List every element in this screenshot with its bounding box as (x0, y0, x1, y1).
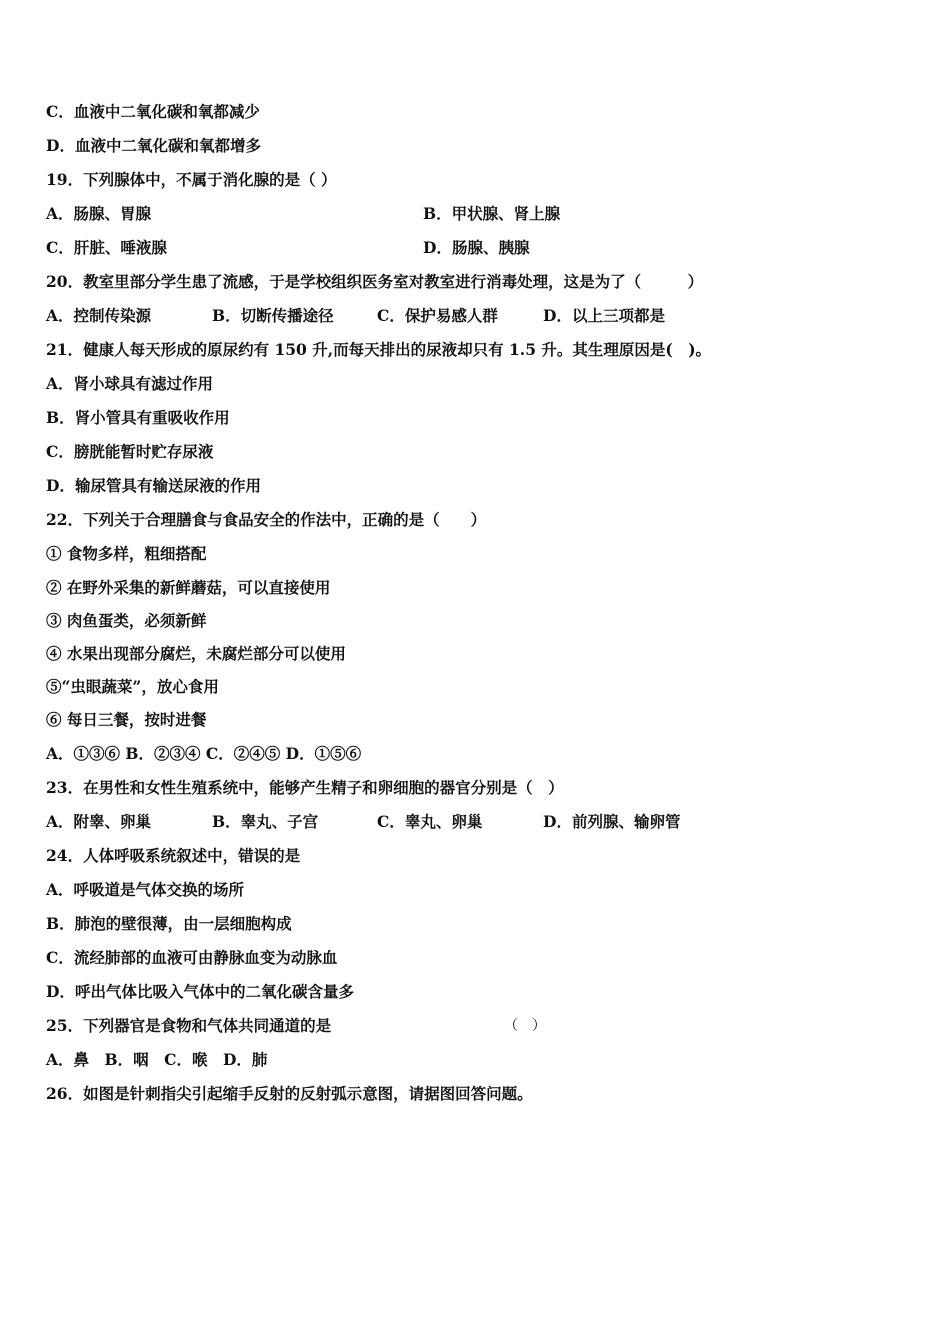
question-24: 24．人体呼吸系统叙述中，错误的是 (46, 846, 301, 865)
q21-option-c: C．膀胱能暂时贮存尿液 (46, 442, 214, 461)
q23-option-d: D．前列腺、输卵管 (543, 812, 681, 831)
q22-statement-4: ④ 水果出现部分腐烂，未腐烂部分可以使用 (46, 644, 346, 663)
q18-option-d: D．血液中二氧化碳和氧都增多 (46, 136, 261, 155)
q20-option-d: D．以上三项都是 (543, 306, 665, 325)
q18-option-c: C．血液中二氧化碳和氧都减少 (46, 102, 260, 121)
q21-option-a: A．肾小球具有滤过作用 (46, 374, 214, 393)
question-22: 22．下列关于合理膳食与食品安全的作法中，正确的是（ ） (46, 510, 487, 529)
q23-options (46, 812, 680, 832)
q22-statement-3: ③ 肉鱼蛋类，必须新鲜 (46, 611, 207, 630)
q24-option-d: D．呼出气体比吸入气体中的二氧化碳含量多 (46, 982, 354, 1001)
q22-options: A．①③⑥ B．②③④ C．②④⑤ D．①⑤⑥ (46, 744, 362, 763)
question-19: 19．下列腺体中，不属于消化腺的是（ ） (46, 170, 337, 189)
q20-option-b: B．切断传播途径 (212, 306, 334, 325)
q19-option-c: C．肝脏、唾液腺 (46, 238, 167, 257)
q24-option-a: A．呼吸道是气体交换的场所 (46, 880, 245, 899)
q20-option-c: C．保护易感人群 (377, 306, 498, 325)
answer-paren: （ ） (504, 1018, 546, 1034)
q19-options-row-2 (46, 238, 530, 258)
question-25-text: 25．下列器官是食物和气体共同通道的是 (46, 1016, 332, 1035)
q19-option-b: B．甲状腺、肾上腺 (423, 204, 561, 223)
question-25 (46, 1016, 546, 1036)
q25-options: A．鼻 B．咽 C．喉 D．肺 (46, 1050, 268, 1069)
q20-option-a: A．控制传染源 (46, 306, 152, 325)
q23-option-c: C．睾丸、卵巢 (377, 812, 483, 831)
q24-option-c: C．流经肺部的血液可由静脉血变为动脉血 (46, 948, 338, 967)
q22-statement-6: ⑥ 每日三餐，按时进餐 (46, 710, 207, 729)
q22-statement-2: ② 在野外采集的新鲜蘑菇，可以直接使用 (46, 578, 331, 597)
q24-option-b: B．肺泡的壁很薄，由一层细胞构成 (46, 914, 292, 933)
question-23: 23．在男性和女性生殖系统中，能够产生精子和卵细胞的器官分别是（ ） (46, 778, 564, 797)
q21-option-b: B．肾小管具有重吸收作用 (46, 408, 230, 427)
question-20: 20．教室里部分学生患了流感，于是学校组织医务室对教室进行消毒处理，这是为了（ ） (46, 272, 704, 291)
q23-option-a: A．附睾、卵巢 (46, 812, 152, 831)
q20-options (46, 306, 665, 326)
q22-statement-1: ① 食物多样，粗细搭配 (46, 544, 207, 563)
q19-option-d: D．肠腺、胰腺 (423, 238, 530, 257)
q21-option-d: D．输尿管具有输送尿液的作用 (46, 476, 261, 495)
q23-option-b: B．睾丸、子宫 (212, 812, 319, 831)
q22-statement-5: ⑤“虫眼蔬菜”，放心食用 (46, 677, 219, 696)
question-21: 21．健康人每天形成的原尿约有 150 升,而每天排出的尿液却只有 1.5 升。其生理原因是( )。 (46, 340, 712, 359)
q19-options-row-1 (46, 204, 561, 224)
q19-option-a: A．肠腺、胃腺 (46, 204, 152, 223)
question-26: 26．如图是针刺指尖引起缩手反射的反射弧示意图，请据图回答问题。 (46, 1084, 533, 1103)
